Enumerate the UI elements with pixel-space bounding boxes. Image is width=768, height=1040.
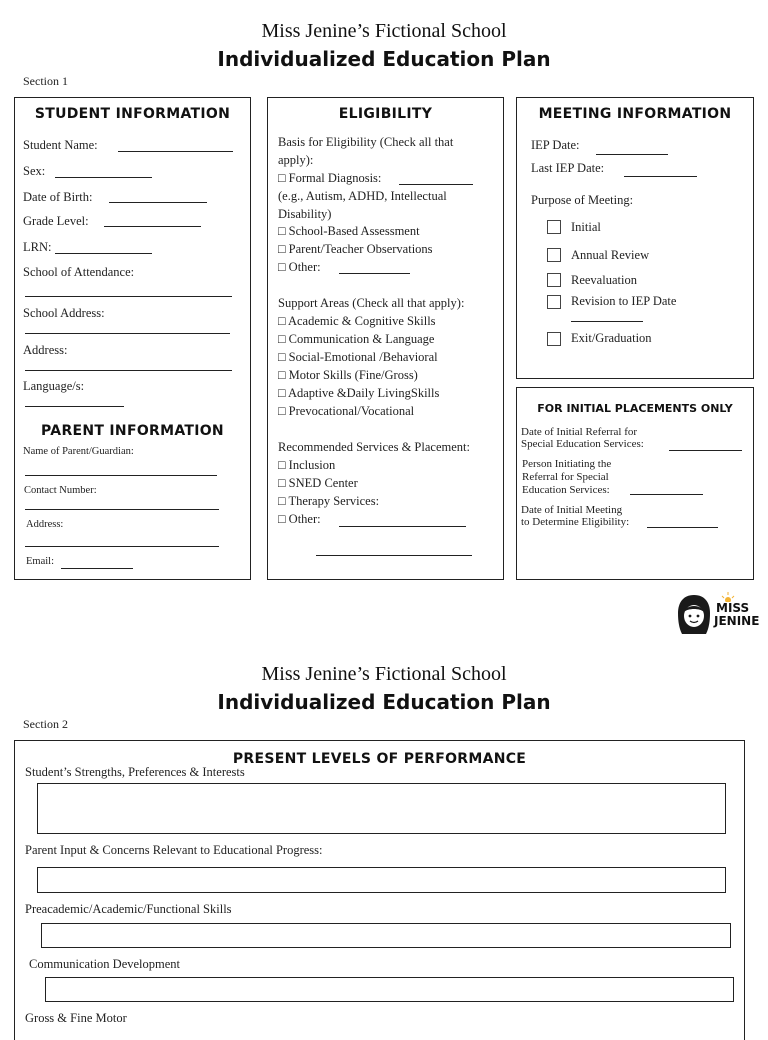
school-attendance-field[interactable] (25, 296, 232, 297)
parent-information-heading: PARENT INFORMATION (41, 423, 224, 439)
initial-placements-box (516, 387, 754, 580)
last-iep-date-label: Last IEP Date: (531, 161, 605, 175)
basis-label-1: Basis for Eligibility (Check all that (278, 135, 454, 149)
initial-checkbox[interactable] (547, 220, 561, 234)
girl-avatar-icon (676, 592, 712, 636)
communication-development-label: Communication Development (29, 957, 181, 971)
preacademic-label: Preacademic/Academic/Functional Skills (25, 902, 232, 916)
academic-option[interactable]: □ Academic & Cognitive Skills (278, 314, 436, 328)
prevocational-option[interactable]: □ Prevocational/Vocational (278, 404, 415, 418)
school-address-label: School Address: (23, 306, 105, 320)
person-initiating-label-3: Education Services: (522, 484, 610, 496)
present-levels-box (14, 740, 745, 1040)
initial-meeting-field[interactable] (647, 527, 718, 528)
revision-checkbox[interactable] (547, 295, 561, 309)
purpose-of-meeting-label: Purpose of Meeting: (531, 193, 634, 207)
last-iep-date-field[interactable] (624, 176, 697, 177)
revision-date-field[interactable] (571, 321, 643, 322)
other-eligibility-option[interactable]: □ Other: (278, 260, 321, 274)
student-name-label: Student Name: (23, 138, 98, 152)
annual-review-checkbox[interactable] (547, 248, 561, 262)
strengths-label: Student’s Strengths, Preferences & Interests (25, 765, 245, 779)
communication-option[interactable]: □ Communication & Language (278, 332, 435, 346)
lrn-field[interactable] (55, 253, 152, 254)
recommended-services-label: Recommended Services & Placement: (278, 440, 470, 454)
parent-name-field[interactable] (25, 475, 217, 476)
document-title-page2: Individualized Education Plan (217, 690, 551, 714)
school-based-assessment-option[interactable]: □ School-Based Assessment (278, 224, 420, 238)
email-field[interactable] (61, 568, 133, 569)
inclusion-option[interactable]: □ Inclusion (278, 458, 336, 472)
exit-graduation-label: Exit/Graduation (571, 331, 652, 345)
school-address-field[interactable] (25, 333, 230, 334)
referral-label-2: Special Education Services: (521, 438, 644, 450)
eligibility-heading: ELIGIBILITY (338, 106, 433, 122)
communication-development-field[interactable] (45, 977, 734, 1002)
parent-input-field[interactable] (37, 867, 726, 893)
address-label: Address: (23, 343, 68, 357)
other-services-field[interactable] (339, 526, 466, 527)
person-initiating-label-2: Referral for Special (522, 471, 609, 483)
student-name-field[interactable] (118, 151, 233, 152)
sex-field[interactable] (55, 177, 152, 178)
initial-placements-heading: FOR INITIAL PLACEMENTS ONLY (537, 402, 733, 415)
grade-level-field[interactable] (104, 226, 201, 227)
document-title: Individualized Education Plan (217, 47, 551, 71)
student-information-box (14, 97, 251, 580)
sned-center-option[interactable]: □ SNED Center (278, 476, 358, 490)
parent-address-label: Address: (26, 519, 64, 530)
adaptive-option[interactable]: □ Adaptive &Daily LivingSkills (278, 386, 440, 400)
referral-date-field[interactable] (669, 450, 742, 451)
grade-level-label: Grade Level: (23, 214, 89, 228)
reevaluation-checkbox[interactable] (547, 273, 561, 287)
iep-date-label: IEP Date: (531, 138, 580, 152)
preacademic-field[interactable] (41, 923, 731, 948)
contact-number-field[interactable] (25, 509, 219, 510)
initial-label: Initial (571, 220, 601, 234)
dob-field[interactable] (109, 202, 207, 203)
social-emotional-option[interactable]: □ Social-Emotional /Behavioral (278, 350, 438, 364)
lrn-label: LRN: (23, 240, 52, 254)
dob-label: Date of Birth: (23, 190, 93, 204)
therapy-services-option[interactable]: □ Therapy Services: (278, 494, 380, 508)
annual-review-label: Annual Review (571, 248, 650, 262)
formal-diagnosis-field[interactable] (399, 184, 473, 185)
person-initiating-label-1: Person Initiating the (522, 458, 612, 470)
iep-date-field[interactable] (596, 154, 668, 155)
miss-jenine-logo (676, 592, 760, 636)
language-label: Language/s: (23, 379, 85, 393)
school-name-page2: Miss Jenine’s Fictional School (261, 663, 507, 685)
logo-text-miss: MISS (716, 601, 750, 615)
eligibility-box (267, 97, 504, 580)
initial-meeting-label-1: Date of Initial Meeting (521, 504, 623, 516)
parent-name-label: Name of Parent/Guardian: (23, 446, 134, 457)
initial-meeting-label-2: to Determine Eligibility: (521, 516, 630, 528)
meeting-information-box (516, 97, 754, 379)
other-eligibility-field[interactable] (339, 273, 410, 274)
observations-option[interactable]: □ Parent/Teacher Observations (278, 242, 433, 256)
other-services-extra-field[interactable] (316, 555, 472, 556)
diagnosis-examples-1: (e.g., Autism, ADHD, Intellectual (278, 189, 447, 203)
revision-label: Revision to IEP Date (571, 294, 677, 308)
strengths-field[interactable] (37, 783, 726, 834)
exit-graduation-checkbox[interactable] (547, 332, 561, 346)
email-label: Email: (26, 556, 54, 567)
contact-number-label: Contact Number: (24, 485, 97, 496)
person-initiating-field[interactable] (630, 494, 703, 495)
basis-label-2: apply): (278, 153, 314, 167)
logo-text-jenine: JENINE (714, 614, 760, 628)
school-attendance-label: School of Attendance: (23, 265, 135, 279)
language-field[interactable] (25, 406, 124, 407)
diagnosis-examples-2: Disability) (278, 207, 332, 221)
section-label: Section 1 (23, 74, 68, 88)
formal-diagnosis-option[interactable]: □ Formal Diagnosis: (278, 171, 382, 185)
address-field[interactable] (25, 370, 232, 371)
meeting-information-heading: MEETING INFORMATION (538, 106, 732, 122)
reevaluation-label: Reevaluation (571, 273, 637, 287)
sex-label: Sex: (23, 164, 46, 178)
section-label-page2: Section 2 (23, 717, 68, 731)
gross-fine-motor-label: Gross & Fine Motor (25, 1011, 127, 1025)
school-name: Miss Jenine’s Fictional School (261, 20, 507, 42)
parent-address-field[interactable] (25, 546, 219, 547)
parent-input-label: Parent Input & Concerns Relevant to Educational Progress: (25, 843, 323, 857)
other-services-option[interactable]: □ Other: (278, 512, 321, 526)
present-levels-heading: PRESENT LEVELS OF PERFORMANCE (232, 751, 527, 767)
motor-skills-option[interactable]: □ Motor Skills (Fine/Gross) (278, 368, 418, 382)
referral-label-1: Date of Initial Referral for (521, 426, 638, 438)
support-areas-label: Support Areas (Check all that apply): (278, 296, 465, 310)
student-information-heading: STUDENT INFORMATION (34, 106, 231, 122)
